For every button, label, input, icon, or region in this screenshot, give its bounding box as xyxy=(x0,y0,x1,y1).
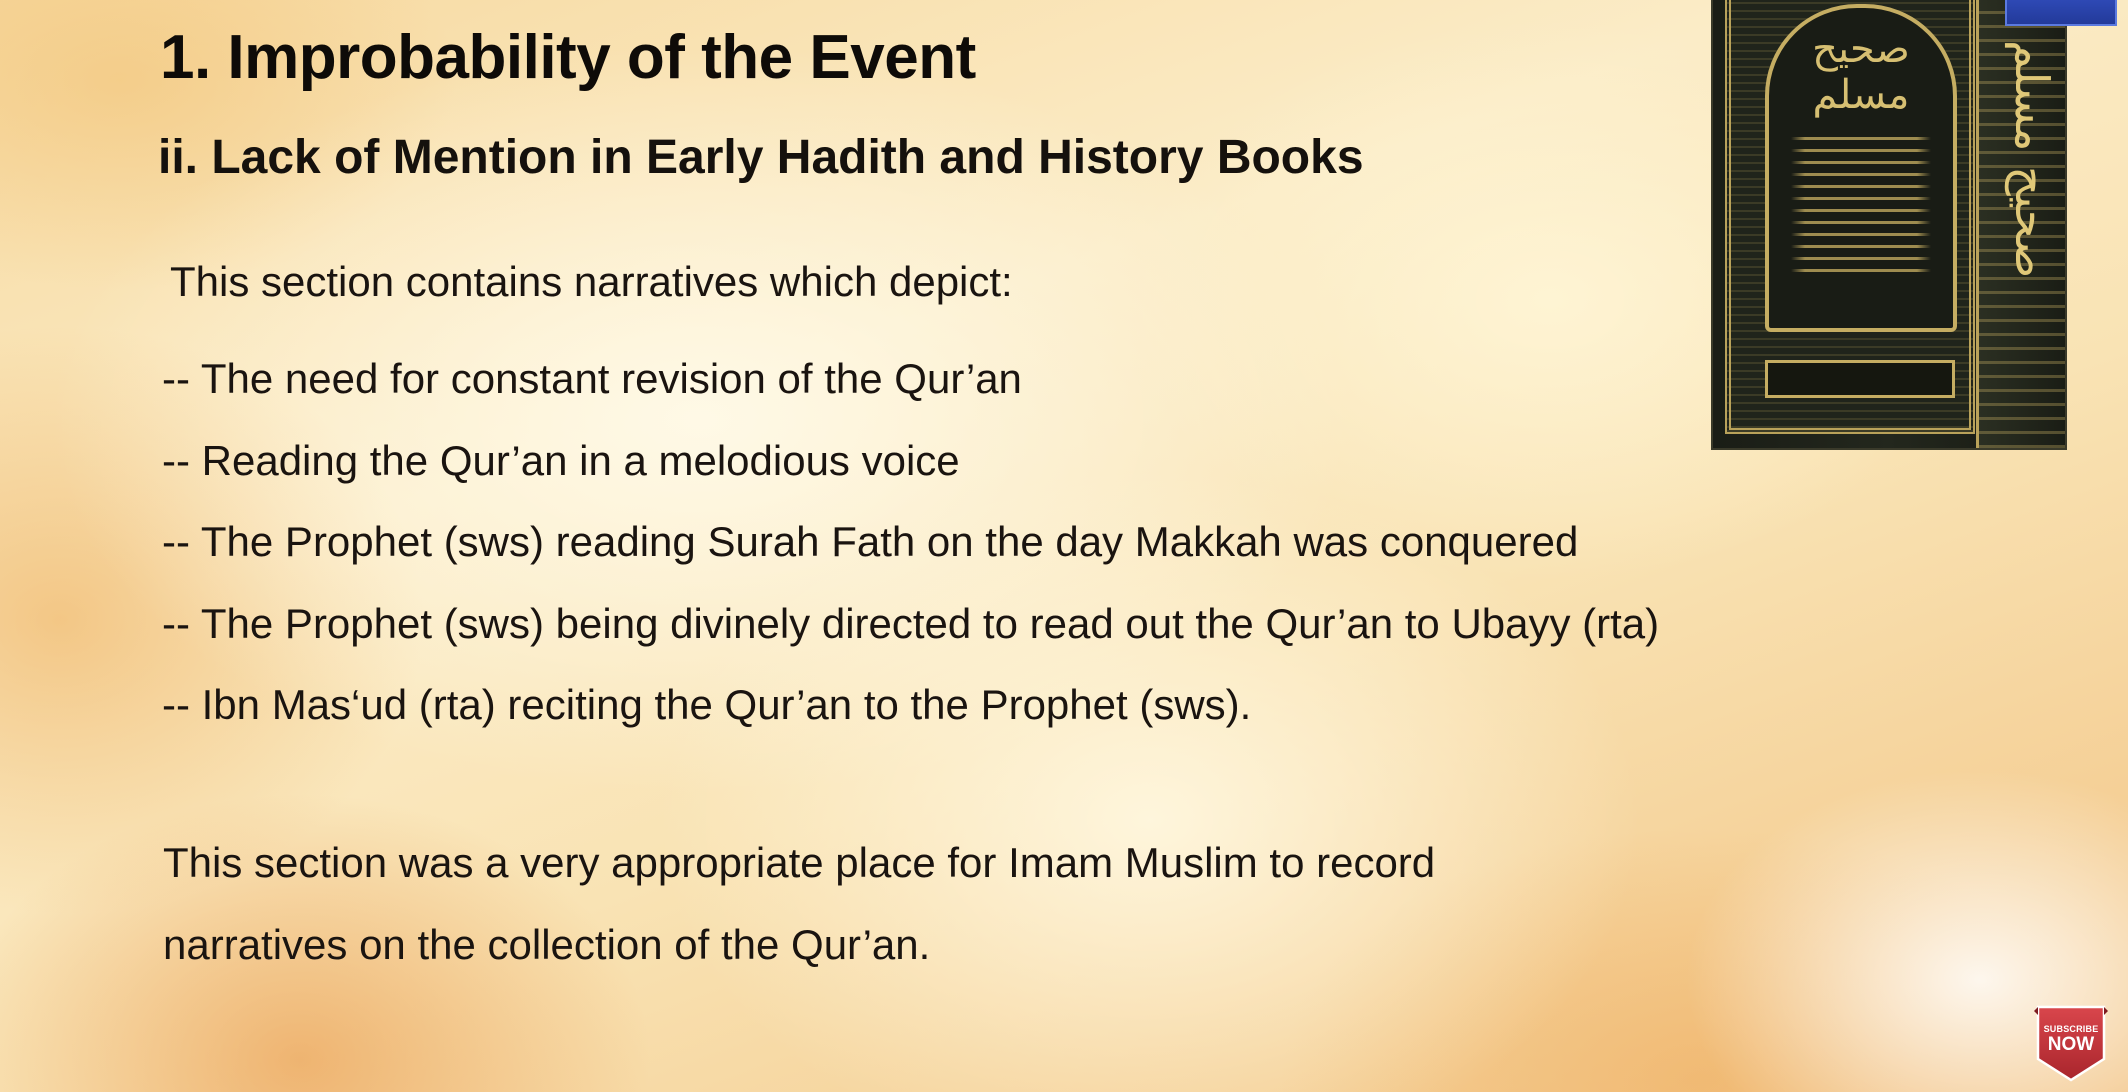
subscribe-small-label: SUBSCRIBE xyxy=(2043,1024,2099,1034)
intro-text: This section contains narratives which depict: xyxy=(170,258,1013,305)
book-spine xyxy=(1976,0,2065,448)
subscribe-now-button[interactable] xyxy=(2032,1003,2110,1083)
book-cover-plate xyxy=(1765,360,1955,398)
conclusion-text xyxy=(163,822,1663,986)
book-cover-image xyxy=(1713,0,2065,448)
channel-logo-icon xyxy=(2005,0,2117,26)
conclusion-line: narratives on the collection of the Qur’an. xyxy=(163,921,931,968)
conclusion-line: This section was a very appropriate place for Imam Muslim to record xyxy=(163,839,1436,886)
book-cover-text-lines xyxy=(1791,128,1931,281)
list-item: -- Ibn Mas‘ud (rta) reciting the Qur’an to the Prophet (sws). xyxy=(162,681,1252,728)
slide-subtitle: ii. Lack of Mention in Early Hadith and History Books xyxy=(158,131,1364,184)
subscribe-big-label: NOW xyxy=(2047,1034,2095,1055)
list-item: -- The Prophet (sws) reading Surah Fath on the day Makkah was conquered xyxy=(162,518,1579,565)
book-cover-title: صحيح مسلم xyxy=(1812,26,1910,118)
list-item: -- The Prophet (sws) being divinely directed to read out the Qur’an to Ubayy (rta) xyxy=(162,599,1660,647)
book-spine-title: صحيح مسلم xyxy=(2005,40,2059,279)
list-item: -- Reading the Qur’an in a melodious voice xyxy=(162,436,960,484)
list-item: -- The need for constant revision of the Qur’an xyxy=(162,355,1022,402)
book-cover-arch xyxy=(1765,4,1957,332)
book-cover-frame xyxy=(1725,0,1975,434)
slide-title: 1. Improbability of the Event xyxy=(160,23,976,92)
narrative-list xyxy=(162,338,1659,746)
